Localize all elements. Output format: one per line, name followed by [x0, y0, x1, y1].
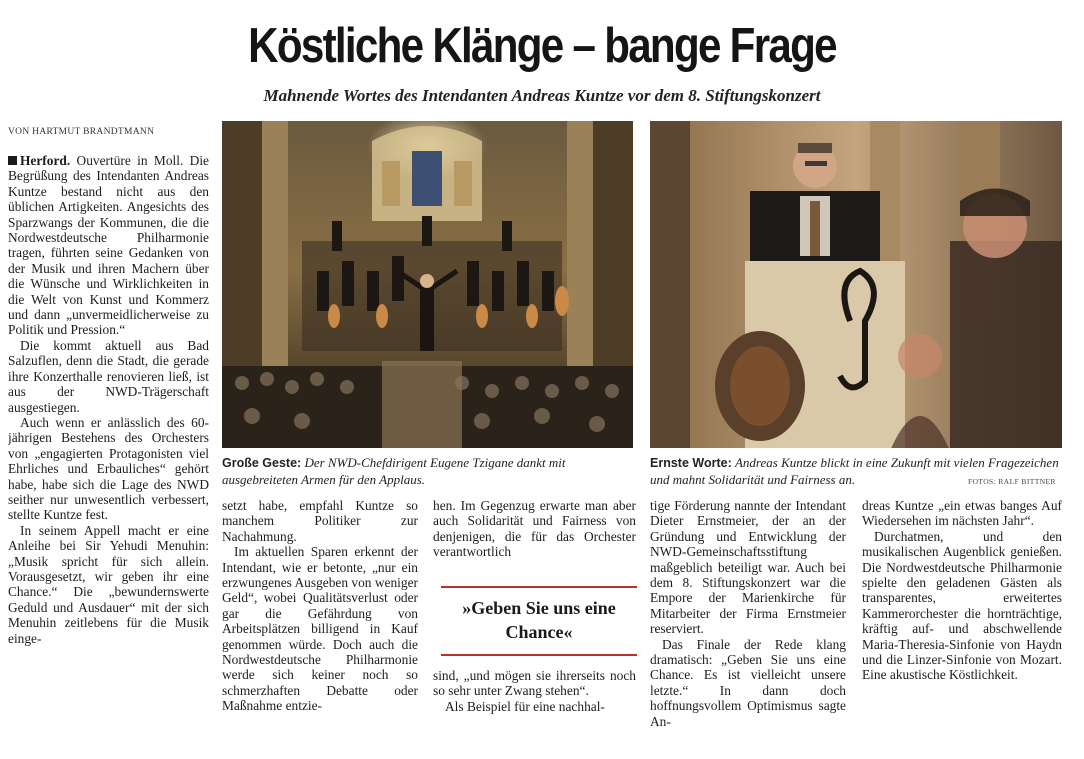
article-column-5 — [862, 498, 1062, 739]
article-column-4 — [650, 498, 846, 739]
subheadline: Mahnende Wortes des Intendanten Andreas Kuntze vor dem 8. Stiftungskonzert — [263, 86, 821, 105]
paragraph: Im aktuellen Sparen erkennt der Intendant, wie er betonte, „nur ein erzwungenes Ausgeben von weniger Geld“, wobei Qualitätsverlust oder gar die Gefährdung von Arbeitsplätzen billigend in Kauf genommen würde. Doch auch die Nordwestdeutsche Philharmonie werde sich keiner noch so schmerzhaften Debatte oder Maßnahme entzie- — [222, 544, 418, 714]
caption-lead: Große Geste: — [222, 456, 302, 470]
paragraph: setzt habe, empfahl Kuntze so manchem Politiker zur Nachahmung. — [222, 498, 418, 544]
paragraph: dreas Kuntze „ein etwas banges Auf Wiedersehen im nächsten Jahr“. — [862, 498, 1062, 529]
caption-text: Andreas Kuntze blickt in eine Zukunft mit vielen Fragezeichen und mahnt Solidarität und Fairness an. — [650, 455, 1059, 487]
headline: Köstliche Klänge – bange Frage — [248, 19, 836, 73]
speaker-image — [650, 121, 1062, 448]
dateline-square-icon — [8, 156, 17, 165]
photo-credit: FOTOS: RALF BITTNER — [968, 477, 1056, 486]
paragraph: Die kommt aktuell aus Bad Salzuflen, denn die Stadt, die gerade ihre Konzerthalle renovieren ließ, ist aus der NWD-Trägerschaft ausgestiegen. — [8, 337, 209, 415]
paragraph: Als Beispiel für eine nachhal- — [445, 698, 605, 714]
concert-photo — [222, 121, 633, 448]
caption-lead: Ernste Worte: — [650, 456, 732, 470]
article-column-2 — [222, 498, 418, 739]
pull-quote-rule-top — [441, 586, 637, 588]
lead-paragraph — [8, 153, 209, 338]
concert-photo-caption — [222, 455, 633, 487]
dateline: Herford. — [20, 153, 71, 168]
paragraph: Durchatmen, und den musikalischen Augenblick genießen. Die Nordwestdeutsche Philharmonie spielte den geladenen Gästen als transparentes, erweitertes Kammerorchester die hornträchtige, kräftig auf- und abschwellende Maria-Theresia-Sinfonie von Haydn und die Linzer-Sinfonie von Mozart. Eine akustische Köstlichkeit. — [862, 528, 1062, 683]
paragraph: hen. Im Gegenzug erwarte man aber auch Solidarität und Fairness von denjenigen, die für das Orchester verantwortlich — [433, 498, 636, 560]
pull-quote-rule-bottom — [441, 654, 637, 656]
paragraph: tige Förderung nannte der Intendant Dieter Ernstmeier, der an der Gründung und Entwicklung der NWD-Gemeinschaftsstiftung maßgeblich beteiligt war. Auch bei dem 8. Stiftungskonzert war die Empore der Marienkirche für Mitarbeiter der Firma Ernstmeier reserviert. — [650, 498, 846, 637]
pull-quote — [441, 586, 637, 658]
byline: VON HARTMUT BRANDTMANN — [8, 127, 155, 137]
paragraph-text: Ouvertüre in Moll. Die Begrüßung des Intendanten Andreas Kuntze bestand nicht aus den üblichen Artigkeiten. Angesichts des Sparzwangs der Kommunen, die die Nordwestdeutsche Philharmonie tragen, führten seine Gedanken von der Musik und ihren Machern über die Wünsche und Wirklichkeiten in die Welt von Kunst und Kommerz und dann „unvermeidlicherweise zu Politik und Pression.“ — [8, 153, 209, 338]
paragraph: sind, „und mögen sie ihrerseits noch so sehr unter Zwang stehen“. — [433, 668, 636, 699]
paragraph: Auch wenn er anlässlich des 60-jährigen Bestehens des Orchesters von „engagierten Protagonisten viel Ehrliches und Erbauliches“ gehört habe, habe sich die Lage des NWD seither nur unwesentlich verbessert, stellte Kuntze fest. — [8, 414, 209, 523]
caption-text: Der NWD-Chefdirigent Eugene Tzigane dankt mit ausgebreiteten Armen für den Applaus. — [222, 455, 566, 487]
article-column-3 — [433, 498, 636, 578]
speaker-photo — [650, 121, 1062, 448]
paragraph: In seinem Appell macht er eine Anleihe bei Sir Yehudi Menuhin: „Musik spricht für sich allein. Vorausgesetzt, wir geben ihr eine Chance.“ Die „bewundernswerte Geduld und Ausdauer“ mit der sich Menuhin zeitlebens für die Musik einge- — [8, 522, 209, 646]
article-column-3-continued — [433, 668, 636, 739]
pull-quote-text: »Geben Sie uns eine Chance« — [462, 598, 616, 642]
concert-hall-image — [222, 121, 633, 448]
article-column-1 — [8, 153, 209, 739]
paragraph: Das Finale der Rede klang dramatisch: „Geben Sie uns eine Chance. Es ist vielleicht unsere letzte.“ In dann doch hoffnungsvollem Optimismus sagte An- — [650, 636, 846, 729]
